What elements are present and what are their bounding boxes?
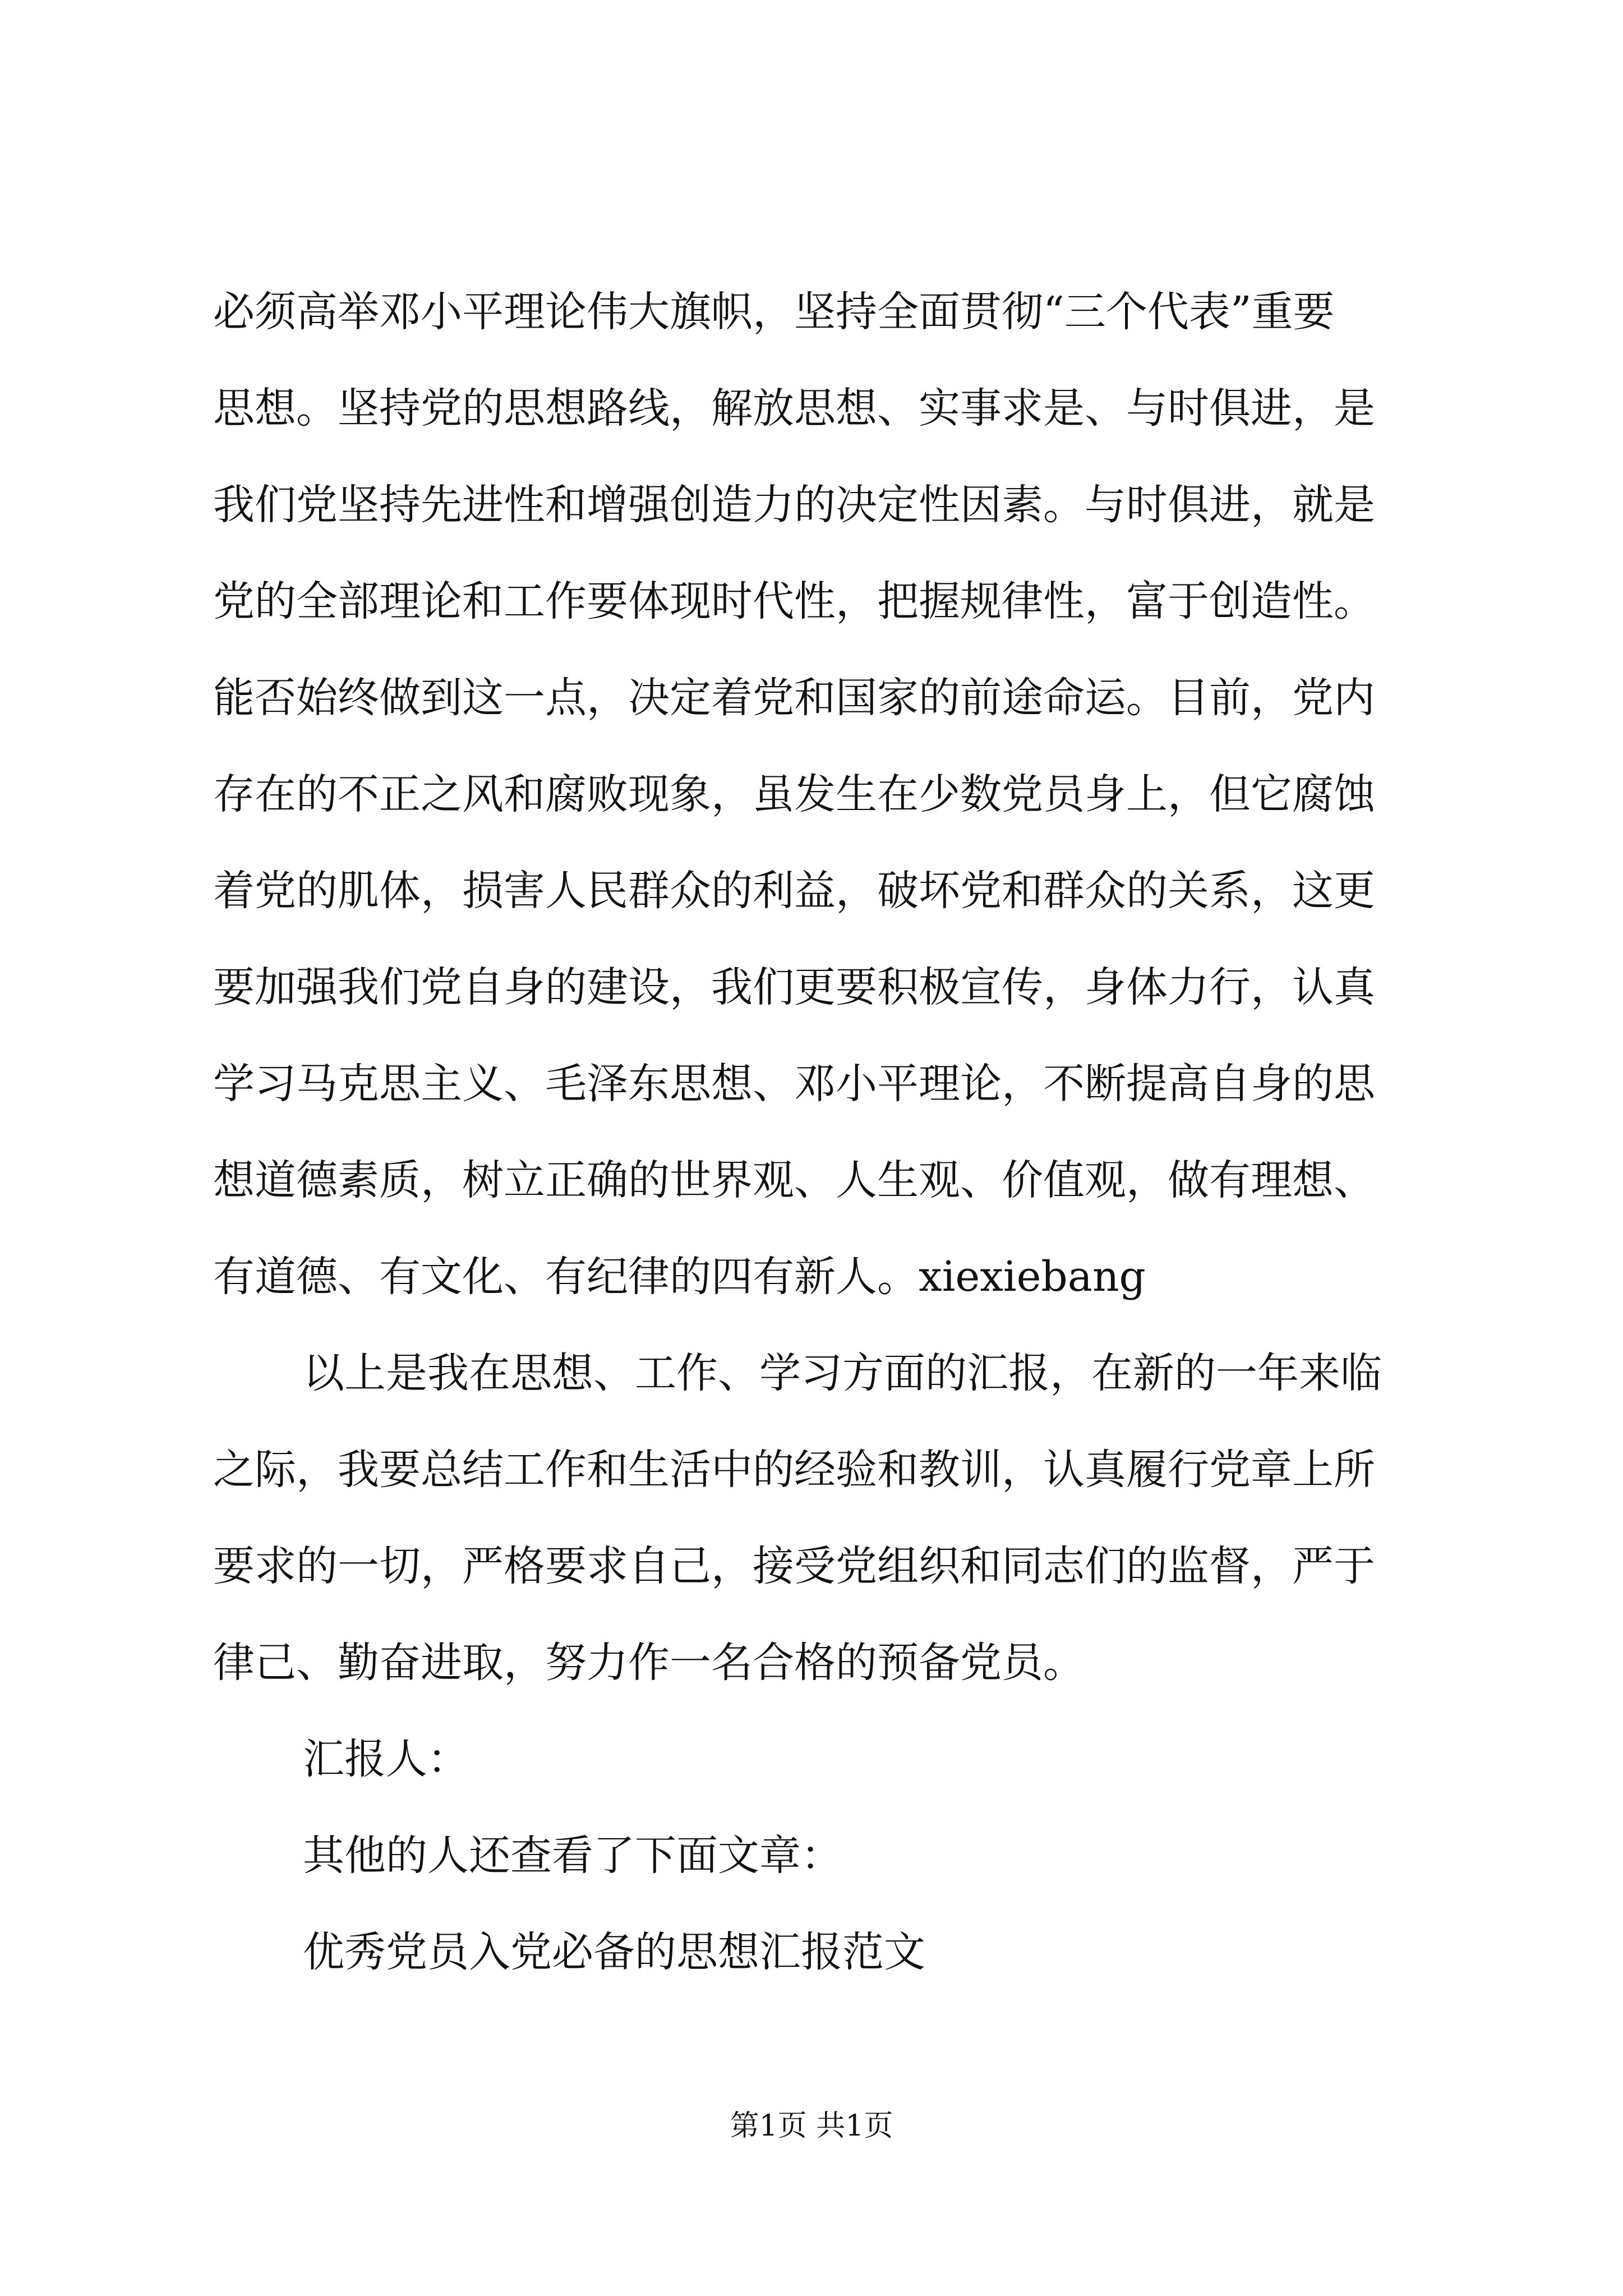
paragraph-line: 党的全部理论和工作要体现时代性，把握规律性，富于创造性。 <box>213 577 1375 625</box>
paragraph-line: 必须高举邓小平理论伟大旗帜，坚持全面贯彻“三个代表”重要 <box>213 288 1335 336</box>
paragraph-line: 要加强我们党自身的建设，我们更要积极宣传，身体力行，认真 <box>213 963 1375 1011</box>
related-article-title: 优秀党员入党必备的思想汇报范文 <box>303 1928 925 1976</box>
paragraph-line: 要求的一切，严格要求自己，接受党组织和同志们的监督，严于 <box>213 1542 1375 1590</box>
paragraph-line: 律己、勤奋进取，努力作一名合格的预备党员。 <box>213 1639 1085 1687</box>
paragraph-line: 思想。坚持党的思想路线，解放思想、实事求是、与时俱进，是 <box>213 384 1375 432</box>
paragraph-line: 着党的肌体，损害人民群众的利益，破坏党和群众的关系，这更 <box>213 867 1375 915</box>
paragraph-line: 以上是我在思想、工作、学习方面的汇报，在新的一年来临 <box>303 1349 1382 1397</box>
paragraph-line: 能否始终做到这一点，决定着党和国家的前途命运。目前，党内 <box>213 674 1375 722</box>
paragraph-line: 之际，我要总结工作和生活中的经验和教训，认真履行党章上所 <box>213 1446 1375 1494</box>
related-articles-intro: 其他的人还查看了下面文章： <box>303 1832 842 1880</box>
paragraph-line: 想道德素质，树立正确的世界观、人生观、价值观，做有理想、 <box>213 1156 1375 1204</box>
page-number-footer: 第1页 共1页 <box>730 2109 893 2143</box>
reporter-label: 汇报人： <box>303 1735 469 1783</box>
document-body <box>213 264 1413 2000</box>
paragraph-line: 学习马克思主义、毛泽东思想、邓小平理论，不断提高自身的思 <box>213 1060 1375 1108</box>
paragraph-line: 有道德、有文化、有纪律的四有新人。xiexiebang <box>213 1253 1146 1301</box>
paragraph-line: 我们党坚持先进性和增强创造力的决定性因素。与时俱进，就是 <box>213 481 1375 529</box>
paragraph-line: 存在的不正之风和腐败现象，虽发生在少数党员身上，但它腐蚀 <box>213 770 1375 818</box>
